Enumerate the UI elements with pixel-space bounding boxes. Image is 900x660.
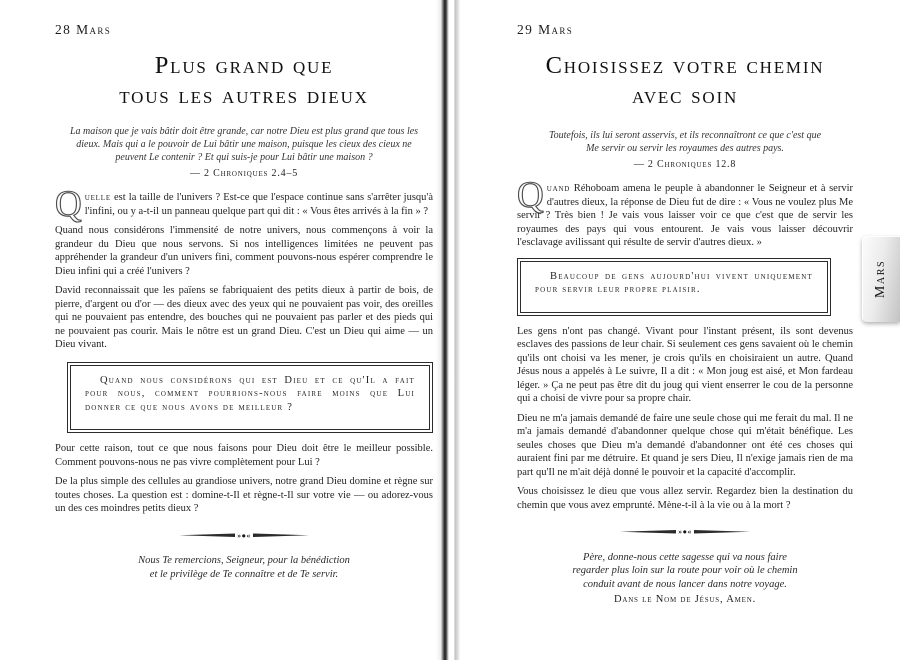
title-line-2: avec soin — [631, 82, 739, 109]
callout-text: Quand nous considérons qui est Dieu et ce qu'Il a fait pour nous, comment pourrions-nous faire moins que Lui donner ce que nous avons de meilleur ? — [85, 374, 415, 413]
title-line-1: Plus grand que — [154, 52, 334, 79]
divider-rule-right — [253, 533, 309, 537]
page-left — [55, 0, 433, 581]
lead-small-caps: uand — [546, 183, 571, 194]
body-paragraph: Dieu ne m'a jamais demandé de faire une seule chose qui me ferait du mal. Il ne m'a jamais demandé d'abandonner quelque chose qui m'était bénéfique. Les seules choses que Dieu m'a demandé d'abandonner ont été ces choses qui auraient fini par me détruire. Et quand je sers Dieu, Il n'exige jamais rien de ma part qu'Il ne m'ait déjà donné le pouvoir et la capacité d'accomplir. — [517, 412, 853, 478]
prayer-line: et le privilège de Te connaître et de Te servir. — [149, 568, 339, 580]
month-edge-tab — [862, 236, 900, 322]
body-paragraph: Pour cette raison, tout ce que nous faisons pour Dieu doit être le meilleur possible. Comment pouvons-nous ne pas vivre complètement pour Lui ? — [55, 443, 433, 468]
drop-cap: Q — [55, 184, 82, 225]
opening-paragraph — [55, 184, 433, 225]
divider-ornament-icon: »●« — [678, 527, 692, 536]
scripture-epigraph: La maison que je vais bâtir doit être grande, car notre Dieu est plus grand que tous les dieux. Mais qui a le pouvoir de Lui bâtir une maison, puisque les cieux des cieux ne peuvent Le contenir ? Et qui suis-je pour Lui bâtir une maison ? — [69, 126, 419, 163]
date-heading: 28 Mars — [55, 22, 112, 37]
body-paragraph: De la plus simple des cellules au grandiose univers, notre grand Dieu domine et règne sur toutes choses. La question est : domine-t-Il et règne-t-Il sur votre vie — ou adorez-vous un des ces moindres petits dieux ? — [55, 476, 433, 514]
callout-box-inner — [520, 261, 828, 313]
devotional-body — [55, 184, 433, 516]
amen-line: Dans le Nom de Jésus, Amen. — [613, 594, 757, 605]
book-gutter — [436, 0, 460, 660]
date-heading: 29 Mars — [517, 22, 574, 37]
divider-rule-left — [179, 533, 235, 537]
prayer-line: Nous Te remercions, Seigneur, pour la bénédiction — [138, 555, 350, 566]
scripture-epigraph: Toutefois, ils lui seront asservis, et ils reconnaîtront ce que c'est que Me servir ou servir les royaumes des autres pays. — [548, 130, 822, 154]
divider-rule-left — [620, 530, 676, 534]
closing-prayer — [55, 554, 433, 581]
page-title — [517, 51, 853, 111]
drop-cap: Q — [517, 175, 544, 216]
body-paragraph: Les gens n'ont pas changé. Vivant pour l'instant présent, ils sont devenus esclaves des passions de leur chair. Si seulement ces gens savaient où le chemin qu'ils ont choisi va les mener, je crois qu'ils en choisiraient un autre. Quand Jésus nous a appelés à Le suivre, Il a dit : « Mon joug est aisé, et Mon fardeau léger. » Ça ne peut pas être dit du joug qui vient enserrer le cou de la personne qui a choisi de vivre pour sa propre chair. — [517, 325, 853, 404]
opening-paragraph — [517, 175, 853, 250]
prayer-line: Père, donne-nous cette sagesse qui va nous faire — [583, 551, 787, 563]
lead-small-caps: uelle — [84, 192, 111, 203]
title-line-1: Choisissez votre chemin — [545, 52, 825, 79]
body-paragraph: David reconnaissait que les païens se fabriquaient des petits dieux à partir de bois, de pierre, d'argent ou d'or — des dieux avec des yeux qui ne pouvaient pas voir, des oreilles qui ne pouvaient pas entendre, des bouches qui ne pouvaient pas parler et des pieds qui ne pouvaient pas courir. Mais le nôtre est un grand Dieu. C'est un Dieu qui aime — un Dieu vivant. — [55, 285, 433, 350]
callout-text: Beaucoup de gens aujourd'hui vivent uniquement pour servir leur propre plaisir. — [535, 270, 813, 295]
section-divider — [179, 532, 309, 540]
divider-ornament-icon: »●« — [237, 530, 251, 540]
body-paragraph: Quand nous considérons l'immensité de notre univers, nous commençons à voir la grandeur du Dieu que nous servons. Si nos intelligences limitées ne peuvent pas appréhender la grandeur d'un univers fini, comment pouvons-nous espérer comprendre le Dieu infini qui a créé l'univers ? — [55, 225, 433, 277]
prayer-line: conduit avant de nous lancer dans notre voyage. — [583, 578, 787, 590]
title-line-2: tous les autres dieux — [119, 82, 369, 109]
month-tab-label: Mars — [873, 259, 888, 299]
scripture-reference: — 2 Chroniques 2.4–5 — [189, 168, 299, 179]
closing-prayer — [517, 551, 853, 592]
opening-paragraph-text: est la taille de l'univers ? Est-ce que l'espace continue sans s'arrêter jusqu'à l'infini, ou y a-t-il un panneau quelque part qui dit : « Vous êtes arrivés à la fin » ? — [84, 192, 433, 217]
divider-rule-right — [694, 530, 750, 534]
callout-box-inner — [70, 365, 430, 431]
page-title — [55, 51, 433, 111]
prayer-line: regarder plus loin sur la route pour voir où le chemin — [572, 565, 798, 576]
scripture-reference: — 2 Chroniques 12.8 — [633, 159, 737, 170]
devotional-body — [517, 175, 853, 512]
section-divider — [620, 528, 750, 536]
callout-box — [67, 362, 433, 434]
callout-box — [517, 258, 831, 316]
page-right — [517, 0, 853, 605]
opening-paragraph-text: Réhoboam amena le peuple à abandonner le Seigneur et à servir d'autres dieux, la réponse de Dieu fut de dire : « Vous ne voulez plus Me servir ? Très bien ! Je vais vous laisser voir ce que c'est que de servir les royaumes des pays qui vous entourent. Je vais vous laisser découvrir l'esclavage avilissant qui résulte de servir d'autres dieux. » — [517, 183, 853, 248]
body-paragraph: Vous choisissez le dieu que vous allez servir. Regardez bien la destination du chemin que vous avez emprunté. Mène-t-il à la vie ou à la mort ? — [517, 486, 853, 511]
